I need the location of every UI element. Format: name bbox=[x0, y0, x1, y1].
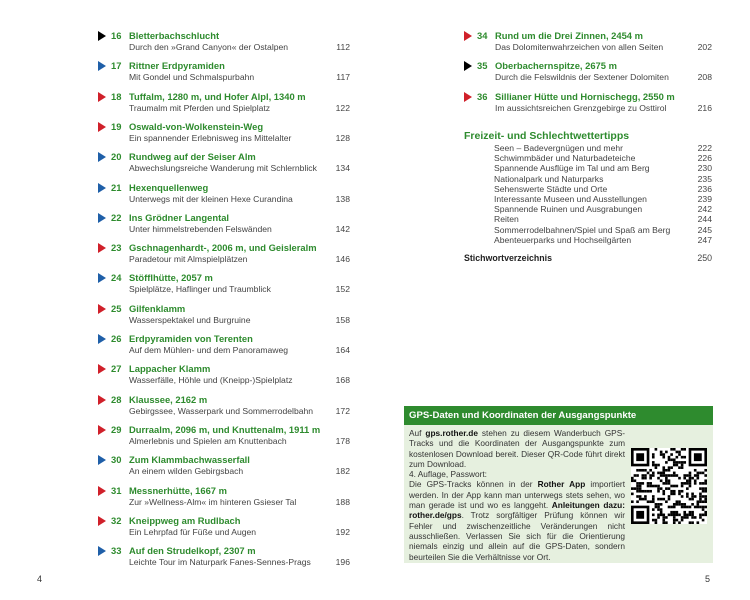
gps-link[interactable]: gps.rother.de bbox=[425, 428, 478, 438]
tour-marker-icon bbox=[464, 92, 472, 102]
tour-page: 178 bbox=[335, 435, 350, 446]
index-entry[interactable] bbox=[464, 253, 712, 263]
tour-page: 208 bbox=[697, 72, 712, 83]
tour-title: Auf den Strudelkopf, 2307 m bbox=[129, 545, 256, 557]
toc-entry[interactable] bbox=[98, 212, 350, 236]
tour-marker-icon bbox=[98, 213, 106, 223]
leisure-item[interactable] bbox=[494, 204, 712, 214]
tour-title: Oberbachernspitze, 2675 m bbox=[495, 60, 617, 72]
tour-title: Kneippweg am Rudlbach bbox=[129, 514, 241, 526]
leisure-label: Sommerrodelbahnen/Spiel und Spaß am Berg bbox=[494, 224, 671, 235]
tour-subtitle: Durch die Felswildnis der Sextener Dolomiten bbox=[495, 72, 669, 83]
tour-marker-icon bbox=[98, 61, 106, 71]
tour-marker-icon bbox=[98, 364, 106, 374]
tour-marker-icon bbox=[98, 455, 106, 465]
toc-entry[interactable] bbox=[98, 272, 350, 296]
tour-subtitle: Mit Gondel und Schmalspurbahn bbox=[129, 72, 255, 83]
tour-number: 16 bbox=[111, 30, 122, 41]
tour-marker-icon bbox=[464, 61, 472, 71]
tour-page: 188 bbox=[335, 496, 350, 507]
tour-number: 17 bbox=[111, 60, 122, 72]
qr-code-icon[interactable] bbox=[631, 448, 707, 524]
tour-number: 23 bbox=[111, 242, 122, 254]
tour-page: 122 bbox=[335, 102, 350, 113]
tour-subtitle: Unter himmelstrebenden Felswänden bbox=[129, 223, 272, 234]
page-number-right: 5 bbox=[705, 574, 711, 584]
gps-text-1a: Auf bbox=[409, 428, 426, 438]
tour-title: Messnerhütte, 1667 m bbox=[129, 484, 227, 496]
tour-marker-icon bbox=[98, 152, 106, 162]
tour-number: 35 bbox=[477, 60, 488, 72]
tour-number: 26 bbox=[111, 333, 122, 344]
tour-page: 182 bbox=[335, 466, 350, 477]
leisure-page: 245 bbox=[697, 224, 712, 235]
tour-number: 36 bbox=[477, 90, 488, 102]
tour-page: 192 bbox=[335, 526, 350, 537]
tour-marker-icon bbox=[98, 92, 106, 102]
tour-page: 196 bbox=[335, 557, 350, 568]
leisure-item[interactable] bbox=[494, 184, 712, 194]
tour-subtitle: Traumalm mit Pferden und Spielplatz bbox=[129, 102, 271, 113]
tour-number: 32 bbox=[111, 514, 122, 526]
tour-marker-icon bbox=[98, 273, 106, 283]
tour-subtitle: Abwechslungsreiche Wanderung mit Schlernblick bbox=[129, 163, 317, 174]
leisure-item[interactable] bbox=[494, 214, 712, 224]
tour-subtitle: Durch den »Grand Canyon« der Ostalpen bbox=[129, 42, 289, 52]
tour-number: 28 bbox=[111, 393, 122, 405]
leisure-label: Sehenswerte Städte und Orte bbox=[494, 183, 608, 194]
toc-entry[interactable] bbox=[98, 303, 350, 327]
leisure-item[interactable] bbox=[494, 235, 712, 245]
tour-number: 20 bbox=[111, 151, 122, 163]
toc-entry[interactable] bbox=[98, 424, 350, 448]
tour-title: Bletterbachschlucht bbox=[129, 30, 220, 41]
tour-title: Hexenquellenweg bbox=[129, 181, 209, 193]
leisure-page: 247 bbox=[697, 234, 712, 245]
leisure-page: 235 bbox=[697, 173, 712, 184]
tour-title: Sillianer Hütte und Hornischegg, 2550 m bbox=[495, 90, 675, 102]
tour-number: 30 bbox=[111, 454, 122, 466]
toc-entry[interactable] bbox=[98, 454, 350, 478]
tour-subtitle: Unterwegs mit der kleinen Hexe Curandina bbox=[129, 193, 293, 204]
tour-subtitle: Gebirgssee, Wasserpark und Sommerrodelbahn bbox=[129, 405, 314, 416]
tour-number: 33 bbox=[111, 545, 122, 557]
toc-entry[interactable] bbox=[98, 30, 350, 54]
tour-page: 158 bbox=[335, 314, 350, 325]
gps-box-title: GPS-Daten und Koordinaten der Ausgangspunkte bbox=[404, 406, 713, 425]
toc-entry[interactable] bbox=[98, 333, 350, 357]
tour-subtitle: Das Dolomitenwahrzeichen von allen Seiten bbox=[495, 42, 664, 52]
toc-entry[interactable] bbox=[464, 30, 712, 54]
toc-entry[interactable] bbox=[98, 545, 350, 569]
leisure-item[interactable] bbox=[494, 143, 712, 153]
tour-title: Zum Klammbachwasserfall bbox=[129, 454, 250, 466]
toc-left-column bbox=[98, 30, 350, 570]
tour-title: Rund um die Drei Zinnen, 2454 m bbox=[495, 30, 643, 41]
tour-marker-icon bbox=[98, 31, 106, 41]
toc-entry[interactable] bbox=[98, 121, 350, 145]
leisure-item[interactable] bbox=[494, 174, 712, 184]
tour-number: 31 bbox=[111, 484, 122, 496]
tour-marker-icon bbox=[464, 31, 472, 41]
tour-page: 202 bbox=[697, 42, 712, 52]
tour-marker-icon bbox=[98, 395, 106, 405]
tour-subtitle: Zur »Wellness-Alm« im hinteren Gsieser Tal bbox=[129, 496, 297, 507]
tour-page: 168 bbox=[335, 375, 350, 386]
tour-subtitle: Im aussichtsreichen Grenzgebirge zu Osttirol bbox=[495, 102, 667, 113]
tour-marker-icon bbox=[98, 304, 106, 314]
tour-marker-icon bbox=[98, 546, 106, 556]
tour-title: Tuffalm, 1280 m, und Hofer Alpl, 1340 m bbox=[129, 90, 306, 102]
gps-instructions-link[interactable]: Anleitungen dazu: rother.de/gps bbox=[409, 500, 625, 521]
gps-info-box bbox=[404, 406, 713, 563]
tour-number: 18 bbox=[111, 90, 122, 102]
tour-page: 172 bbox=[335, 405, 350, 416]
toc-entry[interactable] bbox=[98, 485, 350, 509]
tour-page: 117 bbox=[336, 72, 350, 83]
tour-title: Stöfflhütte, 2057 m bbox=[129, 272, 213, 284]
tour-title: Oswald-von-Wolkenstein-Weg bbox=[129, 120, 264, 132]
leisure-page: 222 bbox=[697, 143, 712, 153]
page-number-left: 4 bbox=[37, 574, 43, 584]
gps-text-3c: importiert werden. In der App kann man unterwegs stets sehen, wo man gerade ist und wo es langgeht. bbox=[409, 479, 625, 511]
tour-subtitle: Wasserspektakel und Burgruine bbox=[129, 314, 251, 325]
tour-title: Gschnagenhardt-, 2006 m, und Geisleralm bbox=[129, 242, 317, 254]
leisure-page: 239 bbox=[697, 194, 712, 204]
leisure-label: Interessante Museen und Ausstellungen bbox=[494, 194, 647, 204]
leisure-page: 230 bbox=[697, 163, 712, 174]
tour-page: 146 bbox=[335, 254, 350, 265]
tour-title: Ins Grödner Langental bbox=[129, 211, 230, 223]
tour-title: Lappacher Klamm bbox=[129, 363, 211, 375]
leisure-page: 242 bbox=[697, 204, 712, 215]
leisure-label: Spannende Ausflüge im Tal und am Berg bbox=[494, 163, 650, 174]
tour-title: Rittner Erdpyramiden bbox=[129, 60, 225, 72]
toc-entry[interactable] bbox=[464, 91, 712, 115]
leisure-label: Reiten bbox=[494, 214, 519, 225]
tour-number: 21 bbox=[111, 181, 122, 193]
leisure-page: 226 bbox=[697, 153, 712, 164]
toc-entry[interactable] bbox=[98, 182, 350, 206]
tour-page: 164 bbox=[335, 345, 350, 355]
tour-marker-icon bbox=[98, 334, 106, 344]
gps-text-3a: Die GPS-Tracks können in der bbox=[409, 479, 538, 490]
tour-subtitle: Almerlebnis und Spielen am Knuttenbach bbox=[129, 435, 287, 446]
tour-subtitle: Paradetour mit Almspielplätzen bbox=[129, 254, 248, 265]
tour-title: Erdpyramiden von Terenten bbox=[129, 333, 253, 344]
tour-title: Rundweg auf der Seiser Alm bbox=[129, 151, 256, 163]
tour-page: 152 bbox=[335, 284, 350, 295]
tour-subtitle: Ein spannender Erlebnisweg ins Mittelalter bbox=[129, 132, 292, 143]
tour-page: 138 bbox=[335, 193, 350, 204]
leisure-label: Nationalpark und Naturparks bbox=[494, 173, 604, 184]
leisure-section-title: Freizeit- und Schlechtwettertipps bbox=[464, 130, 630, 142]
leisure-item[interactable] bbox=[494, 225, 712, 235]
gps-password-label: 4. Auflage, Passwort: bbox=[409, 469, 487, 480]
leisure-page: 244 bbox=[697, 214, 712, 225]
tour-page: 128 bbox=[335, 132, 350, 143]
tour-number: 27 bbox=[111, 363, 122, 375]
tour-number: 19 bbox=[111, 120, 122, 132]
gps-text-3e: . Trotz sorgfältiger Prüfung können wir Fehler und zwischenzeitliche Veränderungen nicht ausschließen. Verlassen Sie sich für die Orientierung niemals einzig und allein auf die GPS-Daten, sondern beurteilen Sie die Verhältnisse vor Ort. bbox=[409, 510, 625, 562]
tour-number: 22 bbox=[111, 211, 122, 223]
leisure-item[interactable] bbox=[494, 163, 712, 173]
leisure-label: Seen – Badevergnügen und mehr bbox=[494, 143, 624, 153]
tour-number: 24 bbox=[111, 272, 122, 284]
index-label: Stichwortverzeichnis bbox=[464, 253, 552, 263]
tour-marker-icon bbox=[98, 486, 106, 496]
leisure-label: Spannende Ruinen und Ausgrabungen bbox=[494, 204, 643, 215]
tour-marker-icon bbox=[98, 425, 106, 435]
toc-entry[interactable] bbox=[98, 91, 350, 115]
tour-number: 25 bbox=[111, 302, 122, 314]
tour-marker-icon bbox=[98, 243, 106, 253]
tour-title: Durraalm, 2096 m, und Knuttenalm, 1911 m bbox=[129, 423, 321, 435]
gps-app-name: Rother App bbox=[537, 479, 586, 490]
tour-marker-icon bbox=[98, 122, 106, 132]
tour-subtitle: Spielplätze, Haflinger und Traumblick bbox=[129, 284, 271, 295]
leisure-label: Abenteuerparks und Hochseilgärten bbox=[494, 234, 632, 245]
tour-marker-icon bbox=[98, 183, 106, 193]
tour-title: Klaussee, 2162 m bbox=[129, 393, 208, 405]
gps-text-1c: stehen zu diesem Wanderbuch GPS-Tracks und die Koordinaten der Ausgangspunkte zum kostenlosen Download bereit. Dieser QR-Code führt direkt zum Download. bbox=[409, 428, 626, 469]
toc-entry[interactable] bbox=[464, 60, 712, 84]
toc-entry[interactable] bbox=[98, 60, 350, 84]
tour-number: 29 bbox=[111, 423, 122, 435]
tour-subtitle: Ein Lehrpfad für Füße und Augen bbox=[129, 526, 257, 537]
toc-entry[interactable] bbox=[98, 242, 350, 266]
index-page: 250 bbox=[697, 253, 712, 263]
leisure-item[interactable] bbox=[494, 153, 712, 163]
tour-subtitle: Wasserfälle, Höhle und (Kneipp-)Spielplatz bbox=[129, 375, 293, 386]
tour-page: 216 bbox=[697, 102, 712, 113]
tour-subtitle: An einem wilden Gebirgsbach bbox=[129, 466, 244, 477]
leisure-page: 236 bbox=[697, 183, 712, 194]
tour-page: 112 bbox=[336, 42, 350, 52]
tour-number: 34 bbox=[477, 30, 488, 41]
toc-entry[interactable] bbox=[98, 363, 350, 387]
tour-subtitle: Leichte Tour im Naturpark Fanes-Sennes-Prags bbox=[129, 557, 311, 568]
leisure-item[interactable] bbox=[494, 194, 712, 204]
leisure-label: Schwimmbäder und Naturbadeteiche bbox=[494, 153, 636, 164]
tour-page: 142 bbox=[335, 223, 350, 234]
toc-entry[interactable] bbox=[98, 151, 350, 175]
tour-page: 134 bbox=[335, 163, 350, 174]
tour-marker-icon bbox=[98, 516, 106, 526]
tour-title: Gilfenklamm bbox=[129, 302, 186, 314]
toc-entry[interactable] bbox=[98, 394, 350, 418]
toc-entry[interactable] bbox=[98, 515, 350, 539]
tour-subtitle: Auf dem Mühlen- und dem Panoramaweg bbox=[129, 345, 289, 355]
